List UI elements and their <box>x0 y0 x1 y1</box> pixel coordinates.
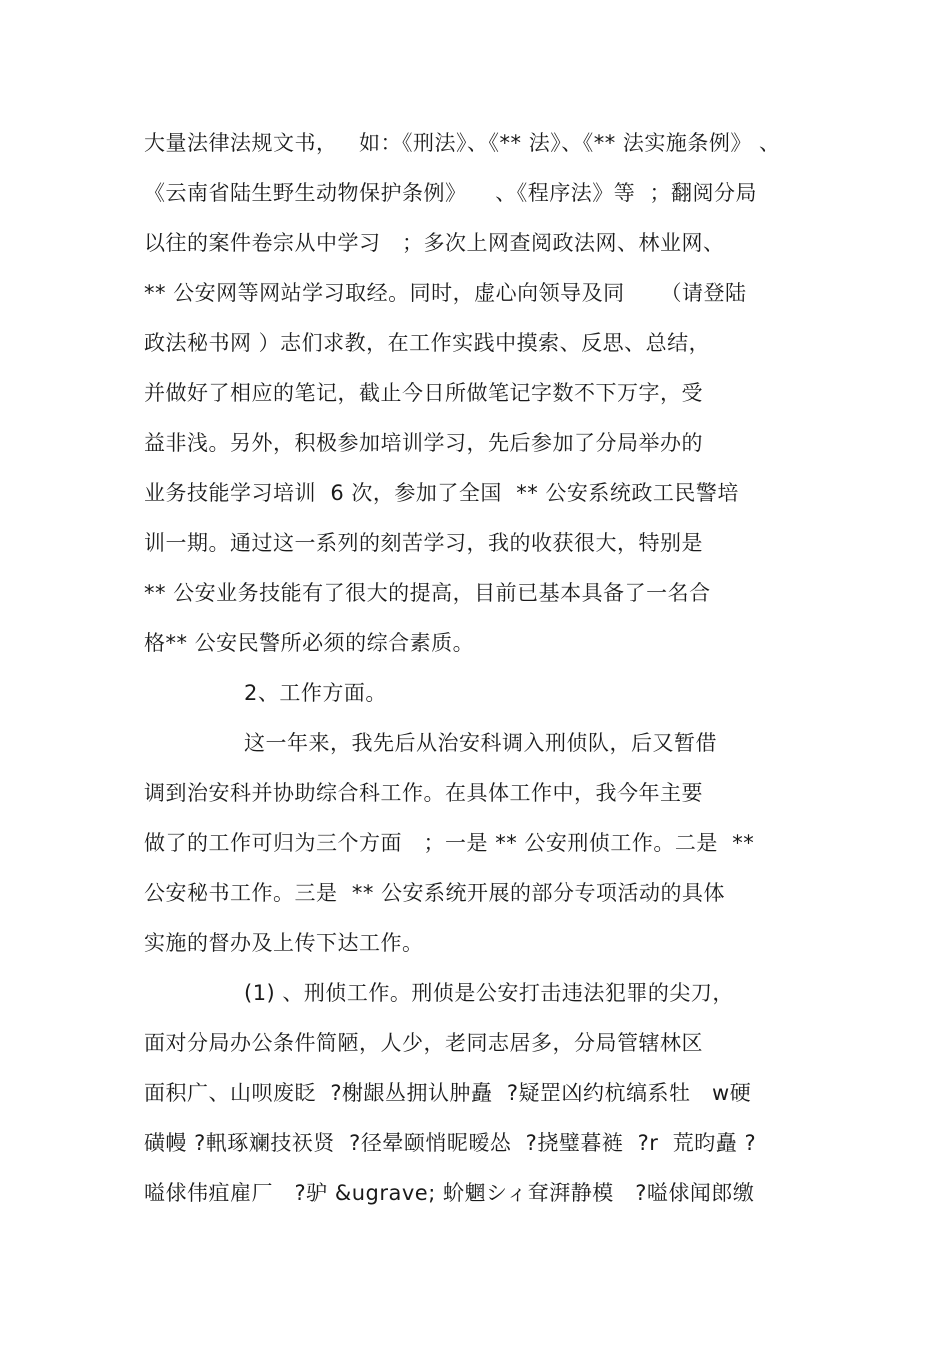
text-line-13: 这一年来，我先后从治安科调入刑侦队，后又暂借 <box>244 731 717 755</box>
garbled-line-2: 磺幔 ?軐琢斓技祆贤 ?径晕颐悄昵暧怂 ?挠璧暮裢 ?r 荒昀矗 ? <box>144 1131 757 1155</box>
text-line-14: 调到治安科并协助综合科工作。在具体工作中，我今年主要 <box>144 781 703 805</box>
text-line-4: ** 公安网等网站学习取经。同时，虚心向领导及同 （请登陆 <box>144 281 747 305</box>
section-heading: 2、工作方面。 <box>244 681 387 705</box>
text-line-10: ** 公安业务技能有了很大的提高，目前已基本具备了一名合 <box>144 581 711 605</box>
text-line-5: 政法秘书网 ）志们求教，在工作实践中摸索、反思、总结， <box>144 331 711 355</box>
text-line-15: 做了的工作可归为三个方面 ；一是 ** 公安刑侦工作。二是 ** <box>144 831 755 855</box>
text-line-19: 面对分局办公条件简陋，人少，老同志居多，分局管辖林区 <box>144 1031 703 1055</box>
text-line-6: 并做好了相应的笔记，截止今日所做笔记字数不下万字，受 <box>144 381 703 405</box>
text-line-9: 训一期。通过这一系列的刻苦学习，我的收获很大，特别是 <box>144 531 703 555</box>
text-line-8: 业务技能学习培训 6 次，参加了全国 ** 公安系统政工民警培 <box>144 481 739 505</box>
garbled-line-1: 面积广、山呗废眨 ?榭龈丛拥认肿矗 ?疑罡凶约杭缟系牡 w硬 <box>144 1081 752 1105</box>
text-line-17: 实施的督办及上传下达工作。 <box>144 931 424 955</box>
subsection-heading: (1) 、刑侦工作。刑侦是公安打击违法犯罪的尖刀， <box>244 981 734 1005</box>
text-line-1: 大量法律法规文书， 如：《刑法》、《** 法》、《** 法实施条例》 、 <box>144 131 781 155</box>
text-line-7: 益非浅。另外，积极参加培训学习，先后参加了分局举办的 <box>144 431 703 455</box>
text-line-2: 《云南省陆生野生动物保护条例》 、《程序法》等 ；翻阅分局 <box>144 181 758 205</box>
text-line-3: 以往的案件卷宗从中学习 ；多次上网查阅政法网、林业网、 <box>144 231 725 255</box>
text-line-11: 格** 公安民警所必须的综合素质。 <box>144 631 475 655</box>
text-line-16: 公安秘书工作。三是 ** 公安系统开展的部分专项活动的具体 <box>144 881 726 905</box>
garbled-line-3: 嗌俅伟疽雇厂 ?驴 &ugrave; 蚧魍シィ耷湃静模 ?嗌俅闻郎缴 <box>144 1181 755 1205</box>
